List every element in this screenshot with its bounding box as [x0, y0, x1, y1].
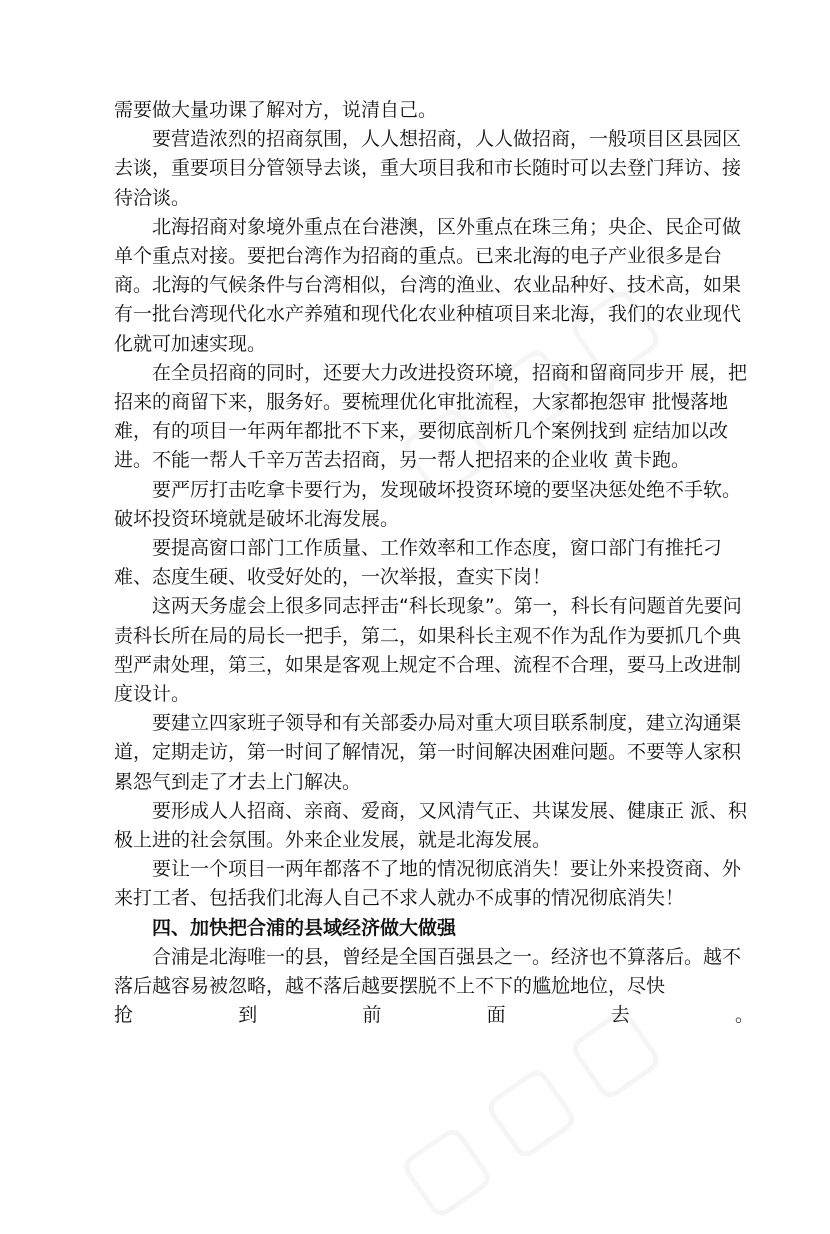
document-body	[114, 96, 754, 1031]
paragraph: 合浦是北海唯一的县，曾经是全国百强县之一。经济也不算落后。越不落后越容易被忽略，越不落后越要摆脱不上不下的尴尬地位，尽快	[114, 945, 742, 998]
paragraph: 这两天务虚会上很多同志抨击“科长现象”。第一，科长有问题首先要问责科长所在局的局长一把手，第二，如果科长主观不作为乱作为要抓几个典型严肃处理，第三，如果是客观上规定不合理、流程不合理，要马上改进制度设计。	[114, 595, 742, 706]
paragraph: 北海招商对象境外重点在台港澳，区外重点在珠三角；央企、民企可做单个重点对接。要把台湾作为招商的重点。已来北海的电子产业很多是台商。北海的气候条件与台湾相似，台湾的渔业、农业品种好、技术高，如果有一批台湾现代化水产养殖和现代化农业种植项目来北海，我们的农业现代化就可加速实现。	[114, 215, 742, 355]
paragraph: 要严厉打击吃拿卡要行为，发现破坏投资环境的要坚决惩处绝不手软。破坏投资环境就是破坏北海发展。	[114, 478, 742, 530]
paragraph: 抢到前面去。	[114, 1004, 754, 1027]
paragraph: 要让一个项目一两年都落不了地的情况彻底消失！要让外来投资商、外来打工者、包括我们北海人自己不求人就办不成事的情况彻底消失！	[114, 858, 742, 910]
section-heading: 四、加快把合浦的县域经济做大做强	[152, 916, 457, 939]
paragraph: 要提高窗口部门工作质量、工作效率和工作态度，窗口部门有推托刁难、态度生硬、收受好处的，一次举报，查实下岗！	[114, 537, 723, 589]
paragraph: 要形成人人招商、亲商、爱商，又风清气正、共谋发展、健康正 派、积极上进的社会氛围。外来企业发展，就是北海发展。	[114, 799, 748, 852]
paragraph: 在全员招商的同时，还要大力改进投资环境，招商和留商同步开 展，把招来的商留下来，服务好。要梳理优化审批流程，大家都抱怨审 批慢落地难，有的项目一年两年都批不下来，要彻底剖析几个案例找到 症结加以改进。不能一帮人千辛万苦去招商，另一帮人把招来的企业收 黄卡跑。	[114, 361, 748, 472]
paragraph: 要营造浓烈的招商氛围，人人想招商，人人做招商，一般项目区县园区去谈，重要项目分管领导去谈，重大项目我和市长随时可以去登门拜访、接待洽谈。	[114, 128, 742, 209]
paragraph: 需要做大量功课了解对方，说清自己。	[114, 99, 438, 121]
paragraph: 要建立四家班子领导和有关部委办局对重大项目联系制度，建立沟通渠道，定期走访，第一时间了解情况，第一时间解决困难问题。不要等人家积累怨气到走了才去上门解决。	[114, 712, 742, 793]
